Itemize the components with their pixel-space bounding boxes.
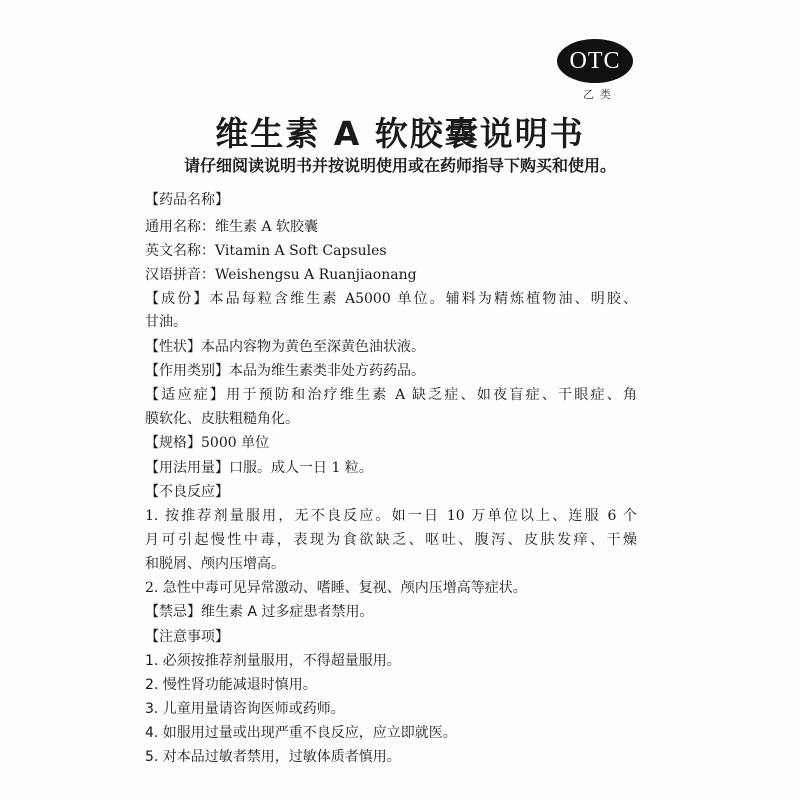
leaflet-line: 2. 急性中毒可见异常激动、嗜睡、复视、颅内压增高等症状。 [145, 580, 527, 596]
leaflet-line: 【规格】5000 单位 [145, 435, 270, 451]
leaflet-line: 【作用类别】本品为维生素类非处方药药品。 [145, 363, 425, 379]
leaflet-subtitle: 请仔细阅读说明书并按说明使用或在药师指导下购买和使用。 [183, 156, 616, 175]
leaflet-line: 汉语拼音：Weishengsu A Ruanjiaonang [145, 267, 417, 283]
leaflet-line: 3. 儿童用量请咨询医师或药师。 [145, 701, 345, 717]
leaflet-line: 和脱屑、颅内压增高。 [145, 556, 285, 572]
leaflet-line: 【适应症】用于预防和治疗维生素 A 缺乏症、如夜盲症、干眼症、角 [145, 387, 637, 403]
leaflet-line: 【注意事项】 [145, 629, 229, 645]
leaflet-line: 【禁忌】维生素 A 过多症患者禁用。 [145, 604, 374, 620]
leaflet-line: 【性状】本品内容物为黄色至深黄色油状液。 [145, 339, 425, 355]
leaflet-line: 甘油。 [145, 314, 187, 330]
leaflet-line: 【不良反应】 [145, 484, 229, 500]
leaflet-line: 通用名称：维生素 A 软胶囊 [145, 219, 319, 235]
otc-category-label: 乙类 [583, 88, 617, 101]
otc-badge: OTC [557, 39, 633, 83]
leaflet-line: 1. 按推荐剂量服用，无不良反应。如一日 10 万单位以上、连服 6 个 [145, 508, 637, 524]
leaflet-line: 英文名称：Vitamin A Soft Capsules [145, 243, 387, 259]
leaflet-line: 4. 如服用过量或出现严重不良反应，应立即就医。 [145, 725, 457, 741]
leaflet-line: 月可引起慢性中毒，表现为食欲缺乏、呕吐、腹泻、皮肤发痒、干燥 [145, 532, 637, 548]
leaflet-line: 5. 对本品过敏者禁用，过敏体质者慎用。 [145, 749, 401, 765]
leaflet-title: 维生素 A 软胶囊说明书 [215, 114, 585, 153]
leaflet-line: 2. 慢性肾功能减退时慎用。 [145, 677, 317, 693]
leaflet-line: 【用法用量】口服。成人一日 1 粒。 [145, 460, 373, 476]
leaflet-line: 膜软化、皮肤粗糙角化。 [145, 411, 299, 427]
leaflet-line: 【药品名称】 [145, 192, 229, 208]
leaflet-line: 【成份】本品每粒含维生素 A5000 单位。辅料为精炼植物油、明胶、 [145, 291, 637, 307]
leaflet-line: 1. 必须按推荐剂量服用，不得超量服用。 [145, 653, 401, 669]
